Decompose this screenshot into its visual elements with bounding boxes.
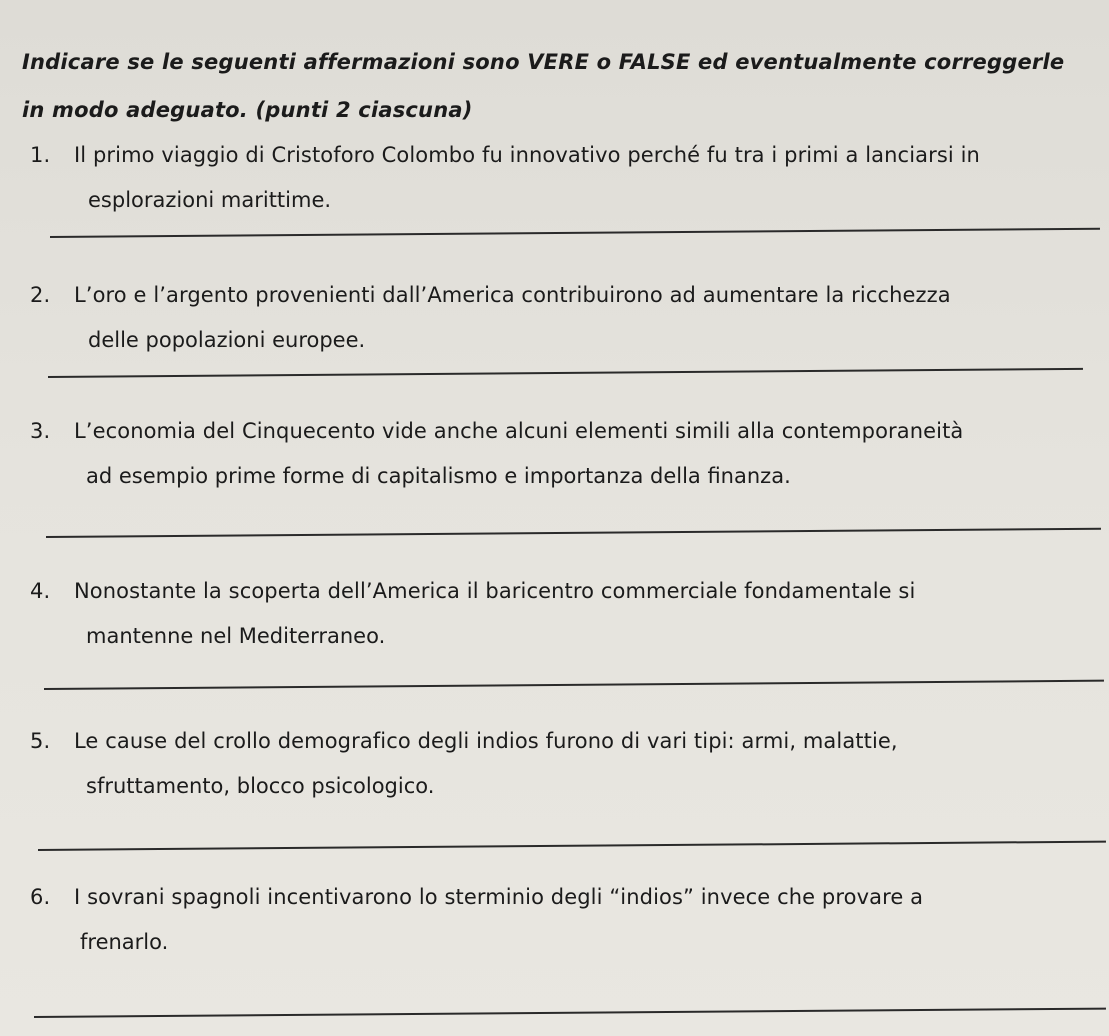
answer-line-2[interactable] [48,368,1083,378]
statement-text-continued: sfruttamento, blocco psicologico. [86,774,435,798]
statement-number: 5. [30,729,51,753]
statement-text-continued: esplorazioni marittime. [88,188,332,212]
statement-text: Nonostante la scoperta dell’America il baricentro commerciale fondamentale si [74,579,916,603]
answer-line-5[interactable] [38,841,1106,851]
statement-text: I sovrani spagnoli incentivarono lo sterminio degli “indios” invece che provare a [74,885,924,909]
statement-text: Il primo viaggio di Cristoforo Colombo fu innovativo perché fu tra i primi a lanciarsi in [74,143,980,167]
statement-text: L’oro e l’argento provenienti dall’America contribuirono ad aumentare la ricchezza [74,283,951,307]
statement-text: Le cause del crollo demografico degli indios furono di vari tipi: armi, malattie, [74,729,898,753]
statement-item-3 [30,416,1100,491]
statement-number: 1. [30,143,51,167]
statement-number: 6. [30,885,51,909]
statement-text-continued: delle popolazioni europee. [88,328,366,352]
statement-item-6 [30,882,1100,957]
statement-text-continued: frenarlo. [80,930,169,954]
answer-line-4[interactable] [44,680,1104,690]
answer-line-1[interactable] [50,228,1100,238]
statement-text-continued: ad esempio prime forme di capitalismo e importanza della finanza. [86,464,791,488]
answer-line-3[interactable] [46,528,1101,538]
statement-text: L’economia del Cinquecento vide anche alcuni elementi simili alla contemporaneità [74,419,964,443]
statement-item-4 [30,576,1100,651]
instructions-text: Indicare se le seguenti affermazioni sono VERE o FALSE ed eventualmente correggerle in modo adeguato. (punti 2 ciascuna) [22,50,1065,122]
statement-number: 3. [30,419,51,443]
statement-item-1 [30,140,1100,215]
statement-number: 4. [30,579,51,603]
answer-line-6[interactable] [34,1008,1106,1018]
statement-text-continued: mantenne nel Mediterraneo. [86,624,386,648]
statement-number: 2. [30,283,51,307]
statement-item-5 [30,726,1100,801]
statement-item-2 [30,280,1100,355]
